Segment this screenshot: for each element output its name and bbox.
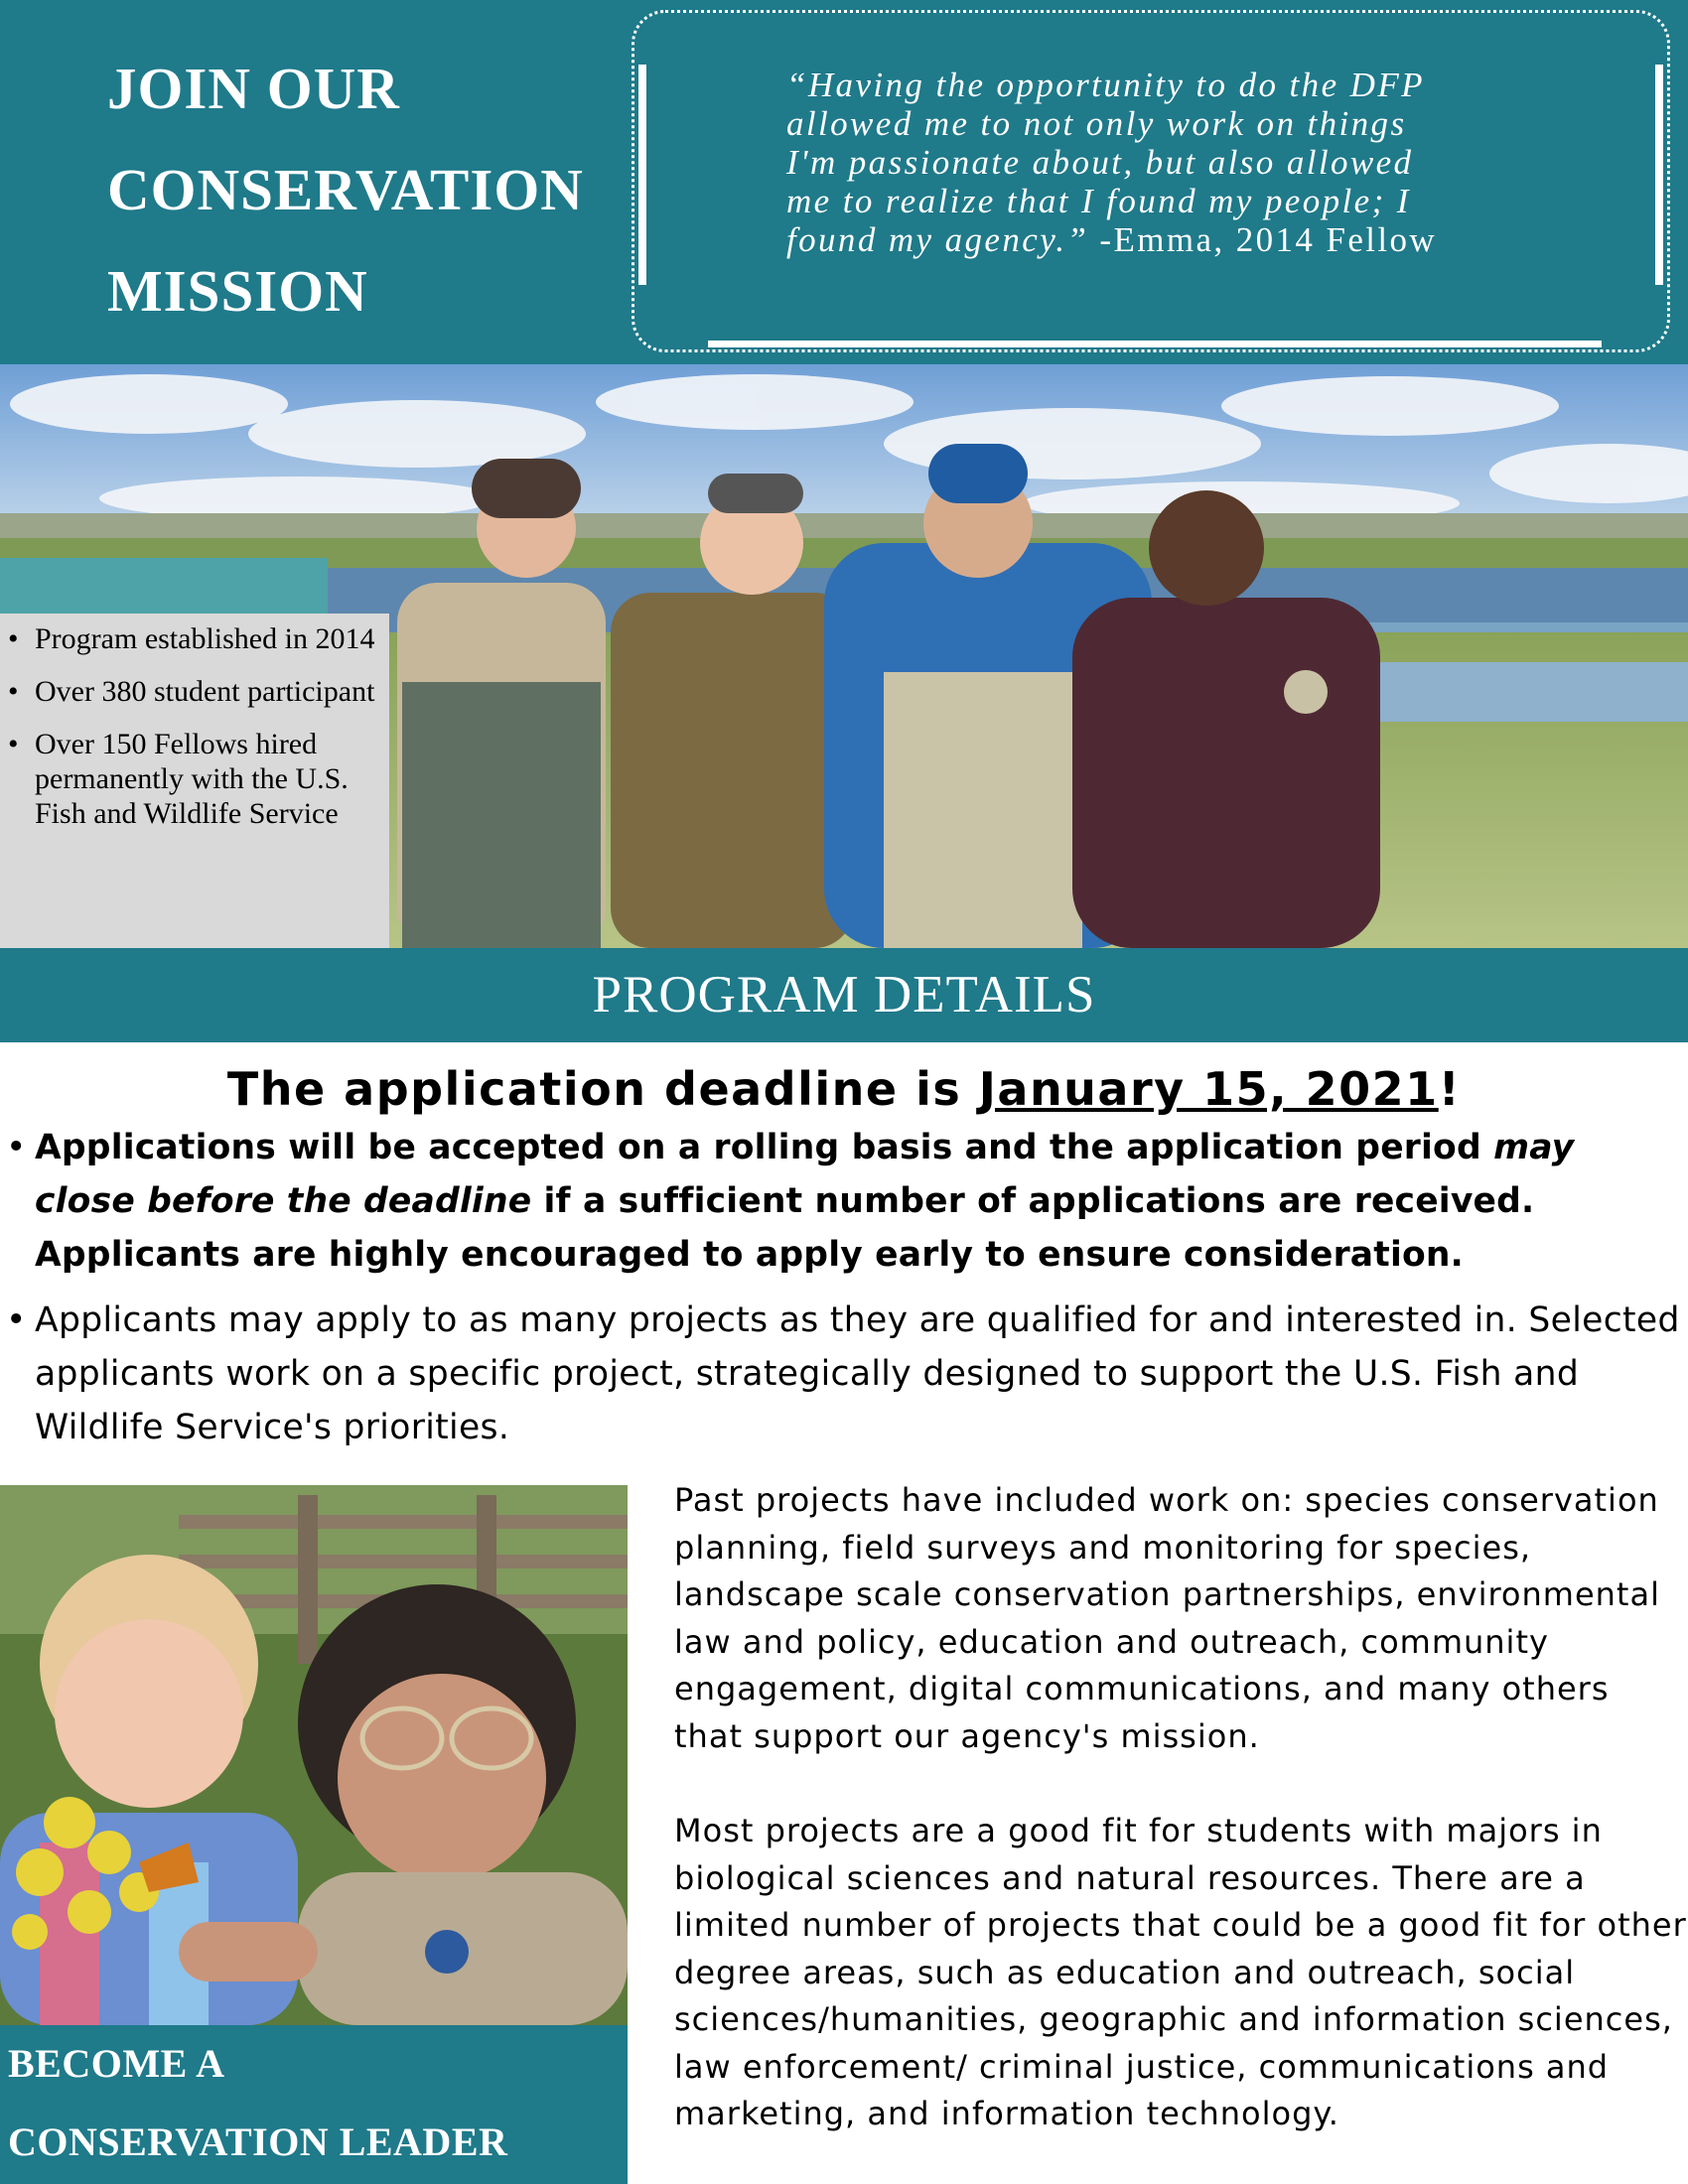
leader-line-2: CONSERVATION LEADER (8, 2119, 508, 2164)
stat-item: • Over 150 Fellows hired permanently with the U.S. Fish and Wildlife Service (8, 727, 375, 831)
program-stats-box (0, 614, 389, 948)
page-title (107, 38, 624, 341)
become-leader-band (0, 2025, 628, 2184)
quote-line: I'm passionate about, but also allowed (786, 143, 1414, 182)
title-line-1: JOIN OUR (107, 56, 400, 121)
stat-item: • Over 380 student participant (8, 674, 375, 709)
program-details-band (0, 948, 1688, 1042)
quote-line: “Having the opportunity to do the DFP (786, 66, 1425, 104)
quote-frame-bottom-bar (708, 341, 1602, 347)
multiple-projects-bullet: • Applicants may apply to as many projects as they are qualified for and interested in. Selected applicants work on a specific project, strategically designed to support the U.S. Fish and Wildlife Service's priorities. (6, 1294, 1686, 1454)
outreach-photo (0, 1485, 628, 2025)
header-banner (0, 0, 1688, 364)
bullet1-text: Applications will be accepted on a rolling basis and the application period (35, 1128, 1494, 1167)
outreach-photo-illustration (0, 1485, 628, 2025)
bullet1-text-end: if a sufficient number of applications are received. Applicants are highly encouraged to apply early to ensure consideration. (35, 1181, 1535, 1275)
deadline-statement (0, 1056, 1688, 1122)
stats-list (8, 621, 375, 831)
quote-line: me to realize that I found my people; I (786, 182, 1411, 220)
title-line-3: MISSION (107, 258, 368, 324)
past-projects-paragraph: Past projects have included work on: species conservation planning, field surveys and monitoring for species, landscape scale conservation partnerships, environmental law and policy, education and outreach, community engagement, digital communications, and many others that support our agency's mission. (674, 1481, 1660, 1755)
application-bullets (6, 1121, 1686, 1454)
leader-line-1: BECOME A (8, 2041, 225, 2086)
quote-frame-left-bar (638, 65, 646, 285)
bullet1-emphasis: may close before the deadline (35, 1128, 1575, 1221)
testimonial-quote (786, 66, 1561, 259)
deadline-date: January 15, 2021 (978, 1062, 1439, 1116)
majors-fit-paragraph: Most projects are a good fit for students with majors in biological sciences and natural resources. There are a limited number of projects that could be a good fit for other degree areas, such as education and outreach, social sciences/humanities, geographic and information sciences, law enforcement/ criminal justice, communications and marketing, and information technology. (674, 1812, 1687, 2132)
program-details-heading: PROGRAM DETAILS (592, 966, 1096, 1024)
deadline-suffix: ! (1438, 1062, 1462, 1116)
rolling-basis-bullet (6, 1121, 1686, 1282)
title-line-2: CONSERVATION (107, 157, 584, 222)
quote-line: found my agency.” (786, 220, 1089, 259)
stat-item: • Program established in 2014 (8, 621, 375, 656)
quote-line: allowed me to not only work on things (786, 104, 1407, 143)
quote-line-last (786, 220, 1561, 259)
quote-frame-right-bar (1655, 65, 1663, 285)
deadline-prefix: The application deadline is (226, 1062, 979, 1116)
projects-description (674, 1477, 1688, 2138)
quote-attribution: -Emma, 2014 Fellow (1088, 220, 1438, 259)
